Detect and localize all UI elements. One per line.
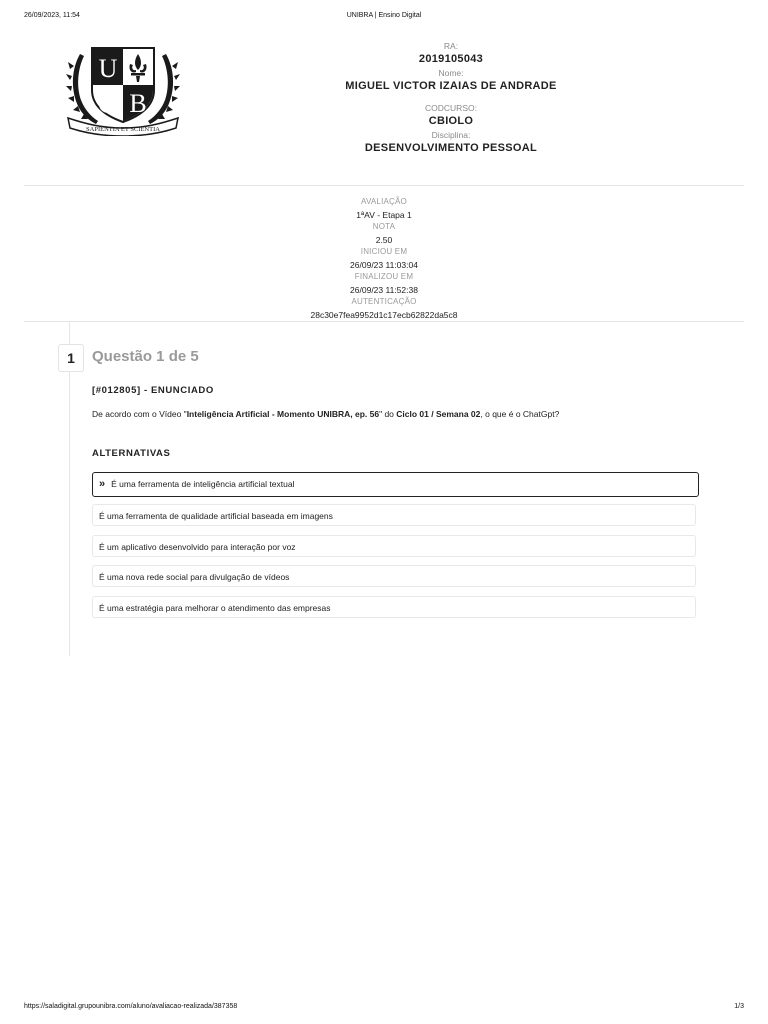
finalizou-label: FINALIZOU EM — [354, 272, 414, 281]
logo-letter-u: U — [98, 54, 118, 83]
ra-label: RA: — [443, 41, 459, 51]
discipline-label: Disciplina: — [431, 130, 471, 140]
nota-label: NOTA — [372, 222, 396, 231]
statement-part-3: , o que é o ChatGpt? — [480, 409, 560, 419]
print-title: UNIBRA | Ensino Digital — [346, 12, 422, 19]
alternative-label: É uma ferramenta de inteligência artificial textual — [111, 479, 295, 489]
statement-part-2: " do — [379, 409, 397, 419]
avaliacao-label: AVALIAÇÃO — [361, 197, 407, 206]
nota-value: 2.50 — [375, 234, 393, 245]
course-label: CODCURSO: — [425, 103, 477, 113]
statement-video-title: Inteligência Artificial - Momento UNIBRA, ep. 56 — [186, 409, 380, 419]
logo-motto: SAPIENTIA ET SCIENTIA — [86, 126, 160, 133]
alternative-option[interactable] — [92, 504, 696, 526]
student-name: MIGUEL VICTOR IZAIAS DE ANDRADE — [345, 80, 557, 92]
question-title: Questão 1 de 5 — [92, 348, 199, 365]
alternative-label: É uma estratégia para melhorar o atendimento das empresas — [99, 603, 331, 613]
divider-bottom — [24, 321, 744, 322]
statement-cycle: Ciclo 01 / Semana 02 — [396, 409, 481, 419]
course-value: CBIOLO — [428, 115, 474, 127]
page-url[interactable]: https://saladigital.grupounibra.com/aluno/avaliacao-realizada/387358 — [24, 1003, 238, 1010]
alternative-label: É uma nova rede social para divulgação de vídeos — [99, 572, 290, 582]
evaluation-info — [234, 196, 534, 321]
logo-letter-b: B — [129, 89, 147, 118]
alternative-label: É uma ferramenta de qualidade artificial baseada em imagens — [99, 511, 333, 521]
autenticacao-label: AUTENTICAÇÃO — [351, 297, 417, 306]
question-code: [#012805] - ENUNCIADO — [92, 385, 214, 396]
student-info — [300, 40, 602, 156]
selected-chevron-icon: » — [99, 478, 106, 490]
avaliacao-value: 1ªAV - Etapa 1 — [356, 209, 412, 220]
alternative-option[interactable] — [92, 565, 696, 587]
print-header — [24, 12, 744, 19]
finalizou-value: 26/09/23 11:52:38 — [350, 284, 418, 295]
alternative-option[interactable] — [92, 472, 699, 497]
print-datetime: 26/09/2023, 11:54 — [24, 12, 80, 19]
discipline-value: DESENVOLVIMENTO PESSOAL — [364, 142, 538, 154]
question-timeline — [69, 322, 70, 656]
alternatives-title: ALTERNATIVAS — [92, 448, 171, 459]
name-label: Nome: — [438, 68, 464, 78]
alternative-option[interactable] — [92, 596, 696, 618]
autenticacao-value: 28c30e7fea9952d1c17ecb62822da5c8 — [310, 309, 458, 320]
iniciou-value: 26/09/23 11:03:04 — [350, 259, 418, 270]
alternative-label: É um aplicativo desenvolvido para interação por voz — [99, 542, 296, 552]
print-footer — [24, 1003, 744, 1010]
ra-value: 2019105043 — [418, 53, 484, 65]
divider-top — [24, 185, 744, 186]
question-number-badge: 1 — [58, 344, 84, 372]
page-number: 1/3 — [734, 1003, 744, 1010]
unibra-logo — [66, 44, 180, 136]
statement-part-1: De acordo com o Vídeo " — [92, 409, 187, 419]
iniciou-label: INICIOU EM — [360, 247, 408, 256]
question-statement — [92, 409, 559, 419]
alternative-option[interactable] — [92, 535, 696, 557]
